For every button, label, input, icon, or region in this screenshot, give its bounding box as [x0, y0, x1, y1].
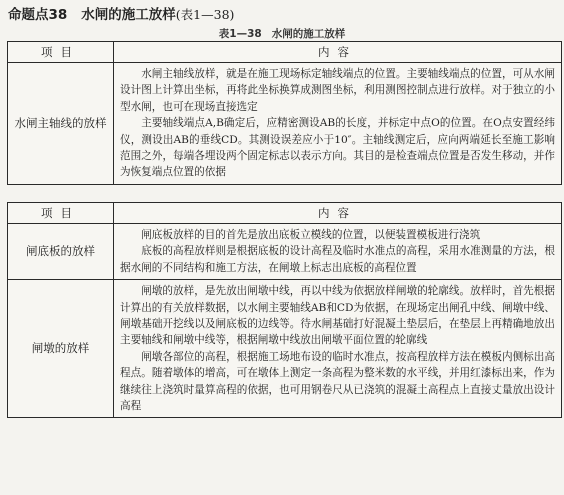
- table-row: [8, 63, 562, 185]
- paragraph: 闸底板放样的目的首先是放出底板立模线的位置，以便装置模板进行浇筑: [141, 229, 481, 241]
- paragraph: 主要轴线端点A,B确定后，应精密测设AB的长度，并标定中点O的位置。在O点安置经纬仪，测设出AB的垂线CD。其测设误差应小于10″。主轴线测定后，应向两端延长至施工影响范围之外，每端各埋设两个固定标志以表示方向。其目的是检查端点位置是否发生移动，并作为恢复端点位置的依据: [120, 117, 555, 179]
- construction-table-part1: [7, 41, 562, 185]
- section-title: 水闸的施工放样: [81, 7, 176, 23]
- row-content-main-axis: [114, 63, 562, 185]
- header-item: 项目: [8, 203, 114, 224]
- table-caption-title: 水闸的施工放样: [271, 28, 346, 40]
- table-row: [8, 280, 562, 418]
- section-table-ref: (表1—38): [175, 7, 235, 22]
- paragraph: 闸墩各部位的高程，根据施工场地布设的临时水准点，按高程放样方法在模板内侧标出高程点。随着墩体的增高，可在墩体上测定一条高程为整米数的水平线，并用红漆标出来，作为继续往上浇筑时量算高程的依据，也可用钢卷尺从已浇筑的混凝土高程点上直接丈量放出设计高程: [120, 350, 555, 413]
- construction-table-part2: [7, 202, 562, 418]
- table-header-row: [8, 203, 562, 224]
- row-content-pier: [114, 280, 562, 418]
- paragraph: 闸墩的放样，是先放出闸墩中线，再以中线为依据放样闸墩的轮廓线。放样时，首先根据计算出的有关放样数据，以水闸主要轴线AB和CD为依据，在现场定出闸孔中线、闸墩中线、闸墩基础开挖线以及闸底板的边线等。待水闸基础打好混凝土垫层后，在垫层上再精确地放出主要轴线和闸墩中线等，根据闸墩中线放出闸墩平面位置的轮廓线: [120, 285, 555, 347]
- table-caption: [0, 26, 564, 41]
- section-label: 命题点38: [8, 7, 68, 23]
- row-item-pier: 闸墩的放样: [8, 280, 114, 418]
- header-item: 项目: [8, 42, 114, 63]
- row-item-floor-slab: 闸底板的放样: [8, 224, 114, 280]
- table-caption-label: 表1—38: [218, 28, 262, 40]
- table-header-row: [8, 42, 562, 63]
- section-heading: [8, 3, 234, 23]
- row-content-floor-slab: [114, 224, 562, 280]
- row-item-main-axis: 水闸主轴线的放样: [8, 63, 114, 185]
- paragraph: 水闸主轴线放样，就是在施工现场标定轴线端点的位置。主要轴线端点的位置，可从水闸设计图上计算出坐标，再将此坐标换算成测图坐标，利用测图控制点进行放样。对于独立的小型水闸，也可在现场直接选定: [120, 68, 555, 113]
- paragraph: 底板的高程放样则是根据底板的设计高程及临时水准点的高程，采用水准测量的方法，根据水闸的不同结构和施工方法，在闸墩上标志出底板的高程位置: [120, 245, 555, 274]
- header-content: 内容: [114, 42, 562, 63]
- header-content: 内容: [114, 203, 562, 224]
- table-row: [8, 224, 562, 280]
